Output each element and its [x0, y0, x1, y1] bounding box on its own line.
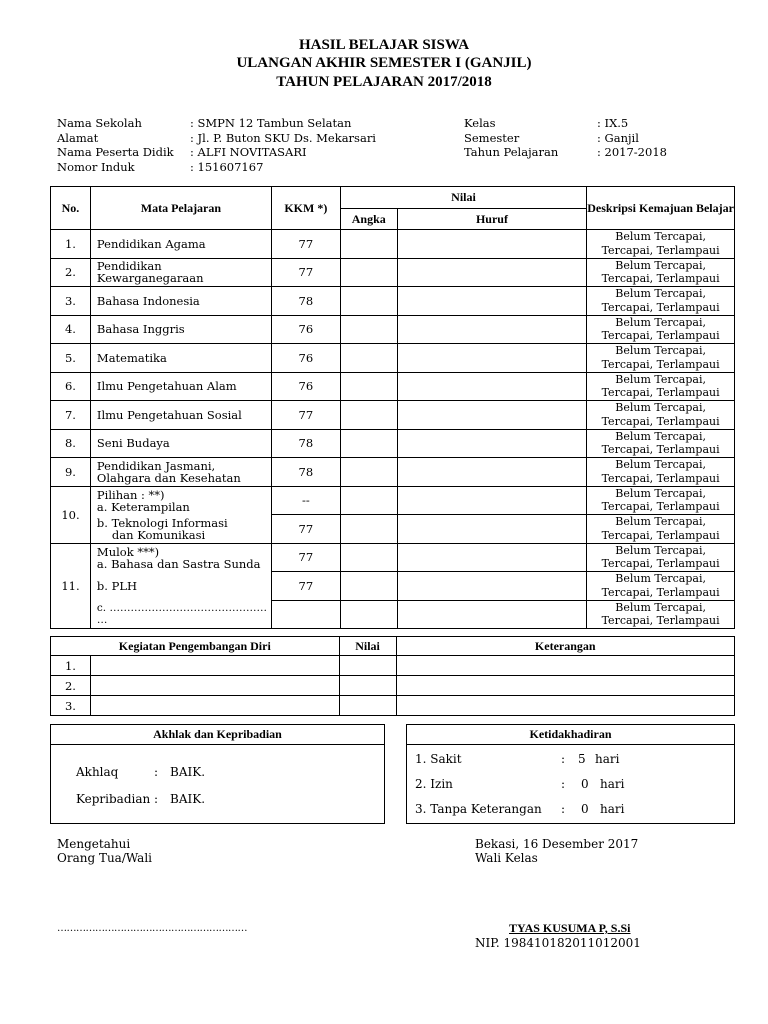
attendance-label: 1. Sakit: [415, 752, 462, 766]
student-id-value: : 151607167: [190, 159, 264, 174]
attendance-separator: :: [561, 752, 566, 766]
progress-description: Belum Tercapai, Tercapai, Terlampaui: [587, 230, 735, 259]
table-row: [51, 458, 735, 487]
table-row-mulok-c: [51, 600, 735, 629]
kkm-value: --: [271, 486, 340, 515]
character-box-title: Akhlak dan Kepribadian: [51, 725, 384, 745]
score-huruf-cell: [397, 230, 587, 259]
activity-score-cell: [339, 696, 396, 716]
progress-description: Belum Tercapai, Tercapai, Terlampaui: [587, 600, 735, 629]
progress-description: Belum Tercapai, Tercapai, Terlampaui: [587, 287, 735, 316]
parent-guardian-label: Orang Tua/Wali: [57, 851, 153, 865]
score-angka-cell: [340, 429, 397, 458]
score-huruf-cell: [397, 315, 587, 344]
attendance-label: 2. Izin: [415, 777, 453, 791]
score-angka-cell: [340, 458, 397, 487]
activity-note-cell: [396, 676, 734, 696]
score-huruf-cell: [397, 401, 587, 430]
student-name-value: : ALFI NOVITASARI: [190, 145, 307, 159]
row-number: 8.: [51, 429, 91, 458]
table-row: [51, 696, 735, 716]
col-header-dev-nilai: Nilai: [339, 637, 396, 656]
row-number: 9.: [51, 458, 91, 487]
table-row: [51, 372, 735, 401]
student-name-label: Nama Peserta Didik: [57, 145, 174, 159]
progress-description: Belum Tercapai, Tercapai, Terlampaui: [587, 572, 735, 601]
elective-item-b-cont: dan Komunikasi: [111, 527, 206, 542]
activity-score-cell: [339, 676, 396, 696]
year-label: Tahun Pelajaran: [464, 145, 559, 159]
local-item-c: c. ……………………………………… …: [90, 600, 271, 629]
teacher-name: TYAS KUSUMA P, S.Si: [509, 921, 631, 935]
score-angka-cell: [340, 486, 397, 515]
score-huruf-cell: [397, 429, 587, 458]
table-row-pilihan-a: [51, 486, 735, 515]
subject-name: Ilmu Pengetahuan Alam: [90, 372, 271, 401]
akhlaq-value: BAIK.: [170, 765, 206, 779]
progress-description: Belum Tercapai, Tercapai, Terlampaui: [587, 486, 735, 515]
place-date: Bekasi, 16 Desember 2017: [475, 837, 639, 851]
col-header-subject: Mata Pelajaran: [90, 187, 271, 230]
score-angka-cell: [340, 401, 397, 430]
local-heading: Mulok ***): [96, 544, 160, 559]
row-number: 4.: [51, 315, 91, 344]
row-number: 2.: [51, 258, 91, 287]
progress-description: Belum Tercapai, Tercapai, Terlampaui: [587, 458, 735, 487]
score-huruf-cell: [397, 344, 587, 373]
table-row: [51, 258, 735, 287]
col-header-description: Deskripsi Kemajuan Belajar: [587, 187, 735, 230]
attendance-unit: hari: [600, 802, 625, 816]
kkm-value: 78: [271, 287, 340, 316]
row-number: 1.: [51, 656, 91, 676]
attendance-label: 3. Tanpa Keterangan: [415, 802, 542, 816]
score-angka-cell: [340, 315, 397, 344]
progress-description: Belum Tercapai, Tercapai, Terlampaui: [587, 315, 735, 344]
report-title: HASIL BELAJAR SISWA: [298, 37, 470, 53]
teacher-nip: NIP. 198410182011012001: [475, 936, 641, 950]
row-number: 3.: [51, 696, 91, 716]
score-angka-cell: [340, 600, 397, 629]
kkm-value: 77: [271, 230, 340, 259]
info-labels-right: [464, 116, 558, 160]
attendance-value: 0: [581, 802, 589, 816]
address-value: : Jl. P. Buton SKU Ds. Mekarsari: [190, 130, 376, 145]
kkm-value: 76: [271, 315, 340, 344]
progress-description: Belum Tercapai, Tercapai, Terlampaui: [587, 344, 735, 373]
local-item-a: a. Bahasa dan Sastra Sunda: [96, 556, 261, 571]
year-value: : 2017-2018: [597, 145, 667, 159]
akhlaq-separator: :: [154, 765, 159, 779]
table-row: [51, 315, 735, 344]
attendance-unit: hari: [595, 752, 620, 766]
kkm-value: 77: [271, 515, 340, 544]
school-name-value: : SMPN 12 Tambun Selatan: [190, 116, 352, 130]
elective-item-b: b. Teknologi Informasi: [96, 515, 228, 530]
score-huruf-cell: [397, 486, 587, 515]
col-header-nilai: Nilai: [340, 187, 586, 209]
subject-name: Pendidikan Jasmani, Olahgara dan Kesehatan: [90, 458, 271, 487]
kkm-value: 77: [271, 572, 340, 601]
semester-label: Semester: [464, 130, 520, 145]
semester-value: : Ganjil: [597, 130, 639, 145]
kkm-value: 78: [271, 458, 340, 487]
activity-cell: [90, 656, 339, 676]
character-box: [50, 724, 385, 824]
kkm-value: 77: [271, 401, 340, 430]
col-header-kkm: KKM *): [271, 187, 340, 230]
progress-description: Belum Tercapai, Tercapai, Terlampaui: [587, 258, 735, 287]
row-number: 7.: [51, 401, 91, 430]
table-row: [51, 429, 735, 458]
subject-name: Ilmu Pengetahuan Sosial: [90, 401, 271, 430]
grades-table: [50, 186, 735, 629]
row-number: 2.: [51, 676, 91, 696]
col-header-angka: Angka: [340, 209, 397, 230]
development-table: [50, 636, 735, 716]
progress-description: Belum Tercapai, Tercapai, Terlampaui: [587, 515, 735, 544]
subject-name: Matematika: [90, 344, 271, 373]
activity-cell: [90, 696, 339, 716]
kepribadian-label: Kepribadian :: [76, 792, 159, 806]
score-huruf-cell: [397, 600, 587, 629]
class-label: Kelas: [464, 116, 496, 130]
academic-year-title: TAHUN PELAJARAN 2017/2018: [276, 74, 492, 90]
attendance-box: [406, 724, 735, 824]
score-huruf-cell: [397, 458, 587, 487]
score-huruf-cell: [397, 515, 587, 544]
attendance-value: 5: [578, 752, 586, 766]
score-huruf-cell: [397, 543, 587, 572]
grades-header-row: [51, 187, 735, 209]
activity-score-cell: [339, 656, 396, 676]
subject-name: Pendidikan Kewarganegaraan: [90, 258, 271, 287]
score-huruf-cell: [397, 287, 587, 316]
homeroom-teacher-label: Wali Kelas: [475, 851, 538, 865]
parent-signature-line: ……………………………………………………: [57, 923, 247, 934]
local-item-b: b. PLH: [90, 572, 271, 601]
activity-note-cell: [396, 656, 734, 676]
kkm-value: 78: [271, 429, 340, 458]
elective-subjects-top: [90, 486, 271, 515]
table-row: [51, 287, 735, 316]
score-angka-cell: [340, 372, 397, 401]
score-angka-cell: [340, 287, 397, 316]
table-row-pilihan-b: [51, 515, 735, 544]
subject-name: Bahasa Inggris: [90, 315, 271, 344]
col-header-keterangan: Keterangan: [396, 637, 734, 656]
info-values-left: [190, 116, 376, 174]
activity-cell: [90, 676, 339, 696]
score-angka-cell: [340, 572, 397, 601]
class-value: : IX.5: [597, 116, 629, 130]
subject-name: Pendidikan Agama: [90, 230, 271, 259]
attendance-unit: hari: [600, 777, 625, 791]
elective-heading: Pilihan : **): [96, 487, 165, 502]
table-row-mulok-b: [51, 572, 735, 601]
kkm-value: 76: [271, 344, 340, 373]
row-number: 5.: [51, 344, 91, 373]
progress-description: Belum Tercapai, Tercapai, Terlampaui: [587, 372, 735, 401]
subject-name: Seni Budaya: [90, 429, 271, 458]
akhlaq-label: Akhlaq: [76, 765, 119, 779]
row-number: 11.: [51, 543, 91, 629]
table-row: [51, 656, 735, 676]
kkm-value: 77: [271, 543, 340, 572]
table-row-mulok-a: [51, 543, 735, 572]
row-number: 6.: [51, 372, 91, 401]
address-label: Alamat: [57, 130, 99, 145]
col-header-no: No.: [51, 187, 91, 230]
kkm-value: 76: [271, 372, 340, 401]
attendance-value: 0: [581, 777, 589, 791]
col-header-activity: Kegiatan Pengembangan Diri: [51, 637, 340, 656]
row-number: 3.: [51, 287, 91, 316]
score-huruf-cell: [397, 372, 587, 401]
report-subtitle: ULANGAN AKHIR SEMESTER I (GANJIL): [236, 55, 532, 71]
row-number: 10.: [51, 486, 91, 543]
row-number: 1.: [51, 230, 91, 259]
school-name-label: Nama Sekolah: [57, 116, 142, 130]
col-header-huruf: Huruf: [397, 209, 587, 230]
attendance-box-title: Ketidakhadiran: [407, 725, 734, 745]
progress-description: Belum Tercapai, Tercapai, Terlampaui: [587, 543, 735, 572]
kkm-value: [271, 600, 340, 629]
score-huruf-cell: [397, 572, 587, 601]
subject-name: Bahasa Indonesia: [90, 287, 271, 316]
info-values-right: [597, 116, 667, 160]
score-angka-cell: [340, 344, 397, 373]
attendance-separator: :: [561, 802, 566, 816]
local-subjects-top: [90, 543, 271, 572]
table-row: [51, 344, 735, 373]
attendance-separator: :: [561, 777, 566, 791]
progress-description: Belum Tercapai, Tercapai, Terlampaui: [587, 401, 735, 430]
score-angka-cell: [340, 543, 397, 572]
kkm-value: 77: [271, 258, 340, 287]
kepribadian-value: BAIK.: [170, 792, 206, 806]
score-angka-cell: [340, 258, 397, 287]
table-row: [51, 230, 735, 259]
score-huruf-cell: [397, 258, 587, 287]
elective-item-a: a. Keterampilan: [96, 499, 190, 514]
development-header-row: [51, 637, 735, 656]
progress-description: Belum Tercapai, Tercapai, Terlampaui: [587, 429, 735, 458]
info-labels-left: [57, 116, 174, 174]
elective-subjects-bottom: [90, 515, 271, 544]
acknowledged-label: Mengetahui: [57, 837, 131, 851]
table-row: [51, 676, 735, 696]
score-angka-cell: [340, 515, 397, 544]
table-row: [51, 401, 735, 430]
activity-note-cell: [396, 696, 734, 716]
student-id-label: Nomor Induk: [57, 159, 135, 174]
score-angka-cell: [340, 230, 397, 259]
